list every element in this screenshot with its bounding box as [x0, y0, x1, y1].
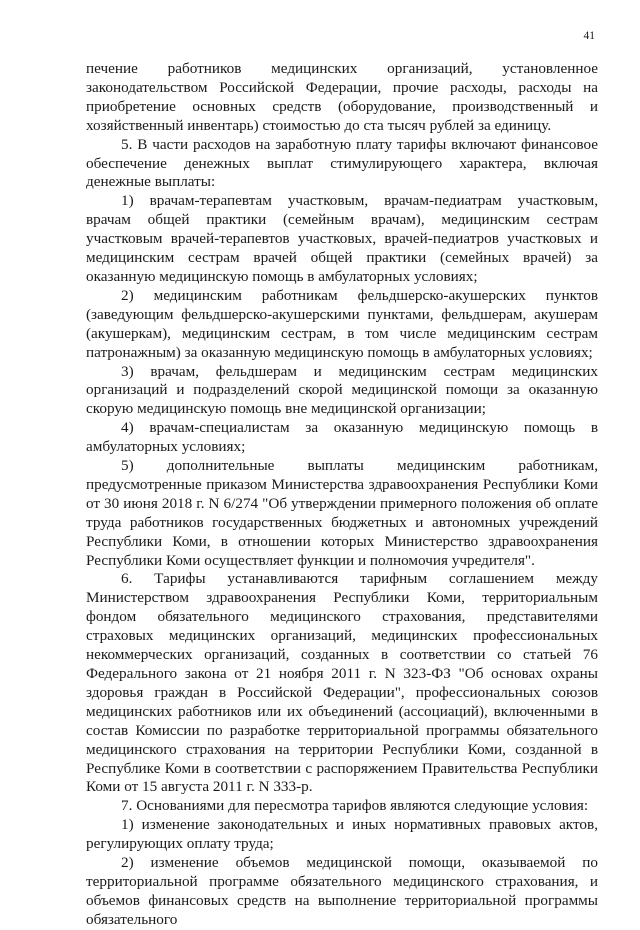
paragraph-subitem-4: 4) врачам-специалистам за оказанную медицинскую помощь в амбулаторных условиях; [86, 419, 598, 456]
paragraph-subitem-2: 2) медицинским работникам фельдшерско-акушерских пунктов (заведующим фельдшерско-акушерскими пунктами, фельдшерам, акушерам (акушеркам), медицинским сестрам, в том числе медицинским сестрам патронажным) за оказанную медицинскую помощь в амбулаторных условиях; [86, 286, 598, 361]
paragraph-item-6: 6. Тарифы устанавливаются тарифным соглашением между Министерством здравоохранения Республики Коми, территориальным фондом обязательного медицинского страхования, представителями страховых медицинских организаций, медицинских профессиональных некоммерческих организаций, созданных в соответствии со статьей 76 Федерального закона от 21 ноября 2011 г. N 323-ФЗ "Об основах охраны здоровья граждан в Российской Федерации", профессиональных союзов медицинских работников или их объединений (ассоциаций), включенными в состав Комиссии по разработке территориальной программы обязательного медицинского страхования на территории Республики Коми, созданной в Республике Коми в соответствии с распоряжением Правительства Республики Коми от 15 августа 2011 г. N 333-р. [86, 570, 598, 796]
paragraph-subitem-3: 3) врачам, фельдшерам и медицинским сестрам медицинских организаций и подразделений скорой медицинской помощи за оказанную скорую медицинскую помощь вне медицинской организации; [86, 362, 598, 418]
paragraph-condition-1: 1) изменение законодательных и иных нормативных правовых актов, регулирующих оплату труда; [86, 816, 598, 853]
page-number: 41 [583, 30, 595, 42]
paragraph-condition-2: 2) изменение объемов медицинской помощи, оказываемой по территориальной программе обязательного медицинского страхования, и объемов финансовых средств на выполнение территориальной программы обязательного [86, 854, 598, 928]
document-body [86, 60, 598, 930]
paragraph-item-7: 7. Основаниями для пересмотра тарифов являются следующие условия: [121, 797, 589, 815]
paragraph-subitem-1: 1) врачам-терапевтам участковым, врачам-педиатрам участковым, врачам общей практики (семейным врачам), медицинским сестрам участковым врачей-терапевтов участковых, врачей-педиатров участковых и медицинским сестрам врачей общей практики (семейных врачей) за оказанную медицинскую помощь в амбулаторных условиях; [86, 192, 598, 285]
paragraph-item-5: 5. В части расходов на заработную плату тарифы включают финансовое обеспечение денежных выплат стимулирующего характера, включая денежные выплаты: [86, 135, 598, 191]
paragraph-continuation: печение работников медицинских организаций, установленное законодательством Российской Федерации, прочие расходы, расходы на приобретение основных средств (оборудование, производственный и хозяйственный инвентарь) стоимостью до ста тысяч рублей за единицу. [86, 60, 598, 134]
paragraph-subitem-5: 5) дополнительные выплаты медицинским работникам, предусмотренные приказом Министерства здравоохранения Республики Коми от 30 июня 2018 г. N 6/274 "Об утверждении примерного положения об оплате труда работников государственных бюджетных и автономных учреждений Республики Коми, в отношении которых Министерство здравоохранения Республики Коми осуществляет функции и полномочия учредителя". [86, 457, 598, 569]
